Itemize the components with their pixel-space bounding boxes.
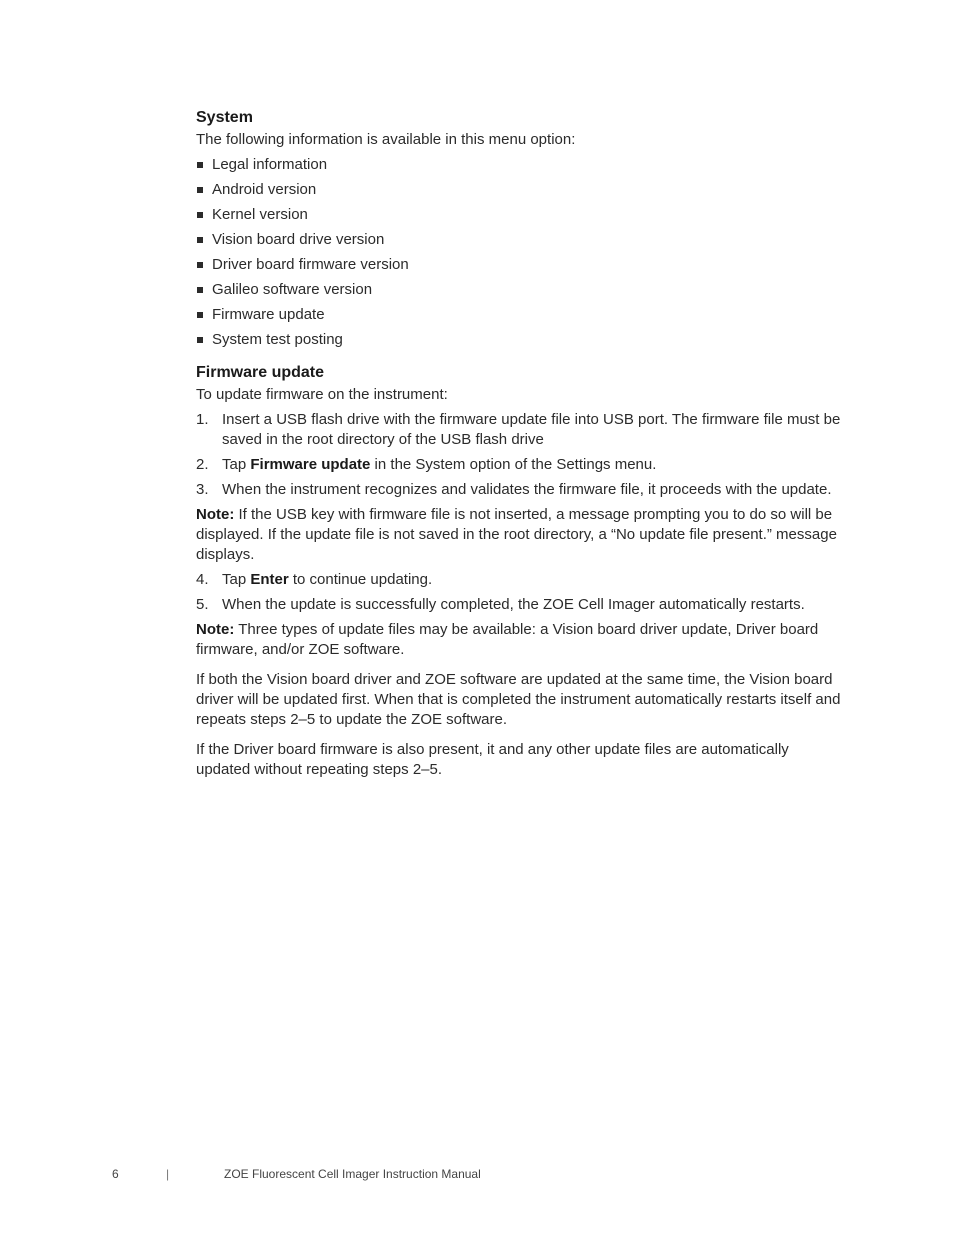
step-keyword: Enter xyxy=(250,571,289,588)
step-text: When the update is successfully completed, the ZOE Cell Imager automatically restarts. xyxy=(222,596,805,613)
note-label: Note: xyxy=(196,506,235,523)
step-text: When the instrument recognizes and validates the firmware file, it proceeds with the update. xyxy=(222,481,832,498)
bullet-square-icon xyxy=(197,162,203,168)
bullet-square-icon xyxy=(197,187,203,193)
step-item xyxy=(196,410,846,450)
page-content xyxy=(196,108,846,780)
step-item xyxy=(196,480,846,500)
step-item: 2. Tap Firmware update in the System option of the Settings menu. xyxy=(196,456,657,473)
list-item: Kernel version xyxy=(196,205,846,225)
bullet-square-icon xyxy=(197,262,203,268)
note-usb-key: Note: If the USB key with firmware file is not inserted, a message prompting you to do so will be displayed. If the update file is not saved in the root directory, a “No update file present.” message displays. xyxy=(196,506,837,563)
list-item: Galileo software version xyxy=(196,280,846,300)
page-number: 6 xyxy=(112,1167,119,1181)
step-number: 2. xyxy=(196,456,209,473)
bullet-square-icon xyxy=(197,337,203,343)
bullet-square-icon xyxy=(197,237,203,243)
firmware-steps-list-continued xyxy=(196,570,846,615)
system-intro: The following information is available in this menu option: xyxy=(196,131,576,148)
system-heading: System xyxy=(196,109,253,126)
list-item: Legal information xyxy=(196,155,846,175)
note-label: Note: xyxy=(196,621,235,638)
firmware-intro: To update firmware on the instrument: xyxy=(196,386,448,403)
list-item: Firmware update xyxy=(196,305,846,325)
list-item: Android version xyxy=(196,180,846,200)
step-text: Insert a USB flash drive with the firmware update file into USB port. The firmware file must be saved in the root directory of the USB flash drive xyxy=(222,411,841,448)
step-number: 3. xyxy=(196,481,209,498)
manual-title: ZOE Fluorescent Cell Imager Instruction Manual xyxy=(224,1167,481,1181)
bullet-square-icon xyxy=(197,312,203,318)
system-info-list xyxy=(196,155,846,350)
footer-separator: | xyxy=(166,1167,170,1181)
list-item: System test posting xyxy=(196,330,846,350)
bullet-square-icon xyxy=(197,287,203,293)
step-number: 4. xyxy=(196,571,209,588)
step-number: 1. xyxy=(196,411,209,428)
firmware-steps-list xyxy=(196,410,846,500)
step-item: 4. Tap Enter to continue updating. xyxy=(196,571,433,588)
step-item xyxy=(196,595,846,615)
bullet-square-icon xyxy=(197,212,203,218)
paragraph-update-order: If both the Vision board driver and ZOE software are updated at the same time, the Vision board driver will be updated first. When that is completed the instrument automatically restarts itself and repeats steps 2–5 to update the ZOE software. xyxy=(196,671,841,728)
paragraph-driver-board: If the Driver board firmware is also present, it and any other update files are automatically updated without repeating steps 2–5. xyxy=(196,741,789,778)
firmware-heading: Firmware update xyxy=(196,364,325,381)
note-update-types: Note: Three types of update files may be available: a Vision board driver update, Driver board firmware, and/or ZOE software. xyxy=(196,621,819,658)
list-item: Driver board firmware version xyxy=(196,255,846,275)
step-keyword: Firmware update xyxy=(250,456,371,473)
list-item: Vision board drive version xyxy=(196,230,846,250)
step-number: 5. xyxy=(196,596,209,613)
